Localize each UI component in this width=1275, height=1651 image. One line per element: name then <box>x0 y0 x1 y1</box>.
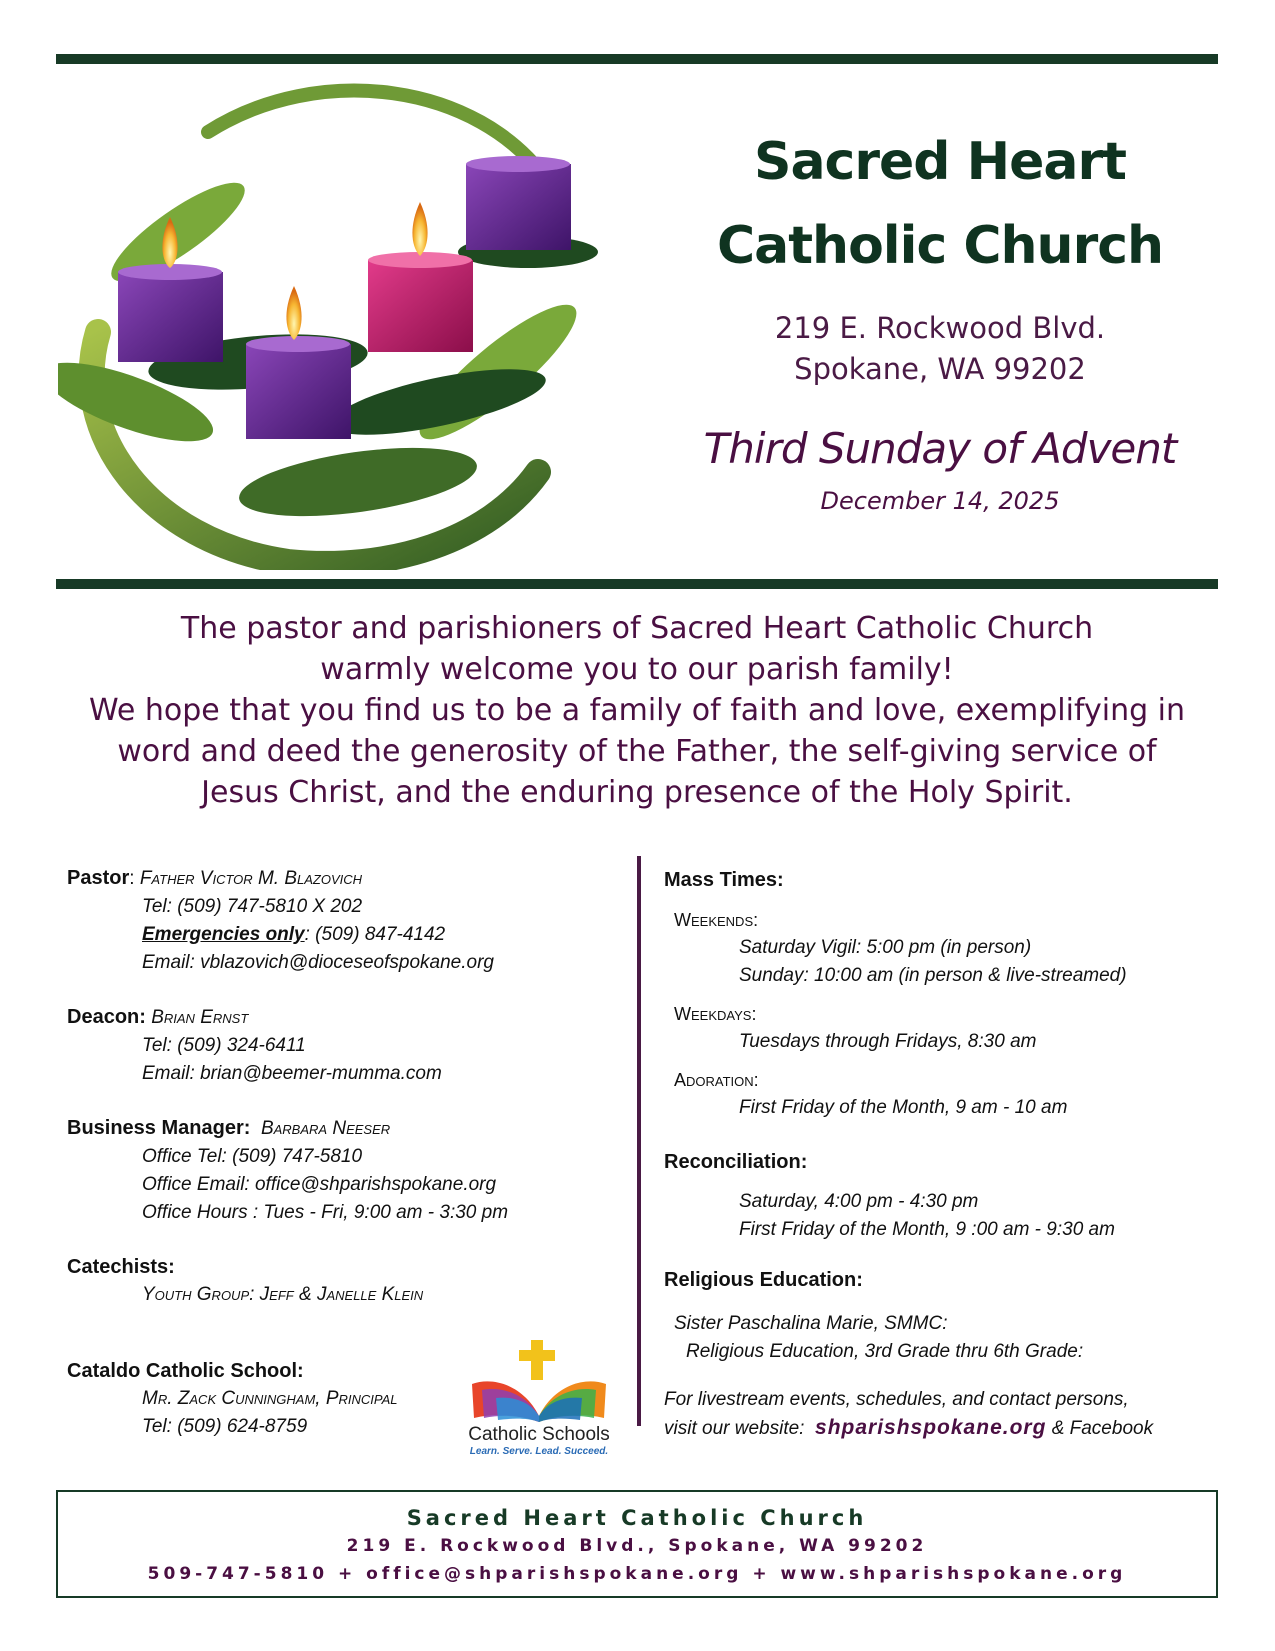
church-address <box>640 308 1240 390</box>
saturday-vigil: Saturday Vigil: 5:00 pm (in person) <box>739 937 1032 958</box>
schedule-column <box>664 866 1224 1443</box>
footer-box <box>56 1490 1218 1598</box>
address-line2: Spokane, WA 99202 <box>794 352 1086 386</box>
pastor-label: Pastor <box>67 867 130 889</box>
religious-ed-grades: Religious Education, 3rd Grade thru 6th Grade: <box>686 1341 1084 1362</box>
pastor-emergency <box>67 921 627 949</box>
livestream-line2 <box>664 1414 1224 1443</box>
footer-contact: 509-747-5810 + office@shparishspokane.org + www.shparishspokane.org <box>147 1564 1127 1584</box>
deacon-section <box>67 1003 627 1088</box>
business-manager-label: Business Manager: <box>67 1117 251 1139</box>
address-line1: 219 E. Rockwood Blvd. <box>774 311 1106 345</box>
column-divider <box>637 856 641 1426</box>
reconciliation-saturday: Saturday, 4:00 pm - 4:30 pm <box>739 1191 979 1212</box>
religious-education-label: Religious Education: <box>664 1269 863 1291</box>
deacon-tel: Tel: (509) 324-6411 <box>142 1035 306 1056</box>
welcome-line4: word and deed the generosity of the Father, the self-giving service of <box>117 734 1157 769</box>
livestream-suffix: & Facebook <box>1051 1418 1154 1439</box>
reconciliation-label: Reconciliation: <box>664 1151 808 1173</box>
weekends-label: Weekends: <box>674 910 759 930</box>
livestream-prefix: visit our website: <box>664 1418 805 1439</box>
welcome-line1: The pastor and parishioners of Sacred Heart Catholic Church <box>180 611 1094 646</box>
school-tel: Tel: (509) 624-8759 <box>142 1416 308 1437</box>
office-tel: Office Tel: (509) 747-5810 <box>142 1146 363 1167</box>
bulletin-date: December 14, 2025 <box>820 487 1060 515</box>
weekdays-mass: Tuesdays through Fridays, 8:30 am <box>739 1031 1037 1052</box>
business-manager-section <box>67 1114 627 1227</box>
office-hours: Office Hours : Tues - Fri, 9:00 am - 3:30 pm <box>142 1202 509 1223</box>
deacon-email: Email: brian@beemer-mumma.com <box>142 1063 442 1084</box>
office-email: Office Email: office@shparishspokane.org <box>142 1174 497 1195</box>
footer-address: 219 E. Rockwood Blvd., Spokane, WA 99202 <box>346 1536 928 1556</box>
adoration-label: Adoration: <box>674 1070 759 1090</box>
welcome-message <box>56 608 1218 813</box>
religious-ed-sister: Sister Paschalina Marie, SMMC: <box>674 1313 948 1334</box>
deacon-name: Brian Ernst <box>151 1007 249 1028</box>
pastor-name: Father Victor M. Blazovich <box>139 868 363 889</box>
logo-text <box>464 1424 614 1457</box>
website-link[interactable]: shparishspokane.org <box>815 1416 1047 1439</box>
livestream-line1: For livestream events, schedules, and contact persons, <box>664 1389 1129 1410</box>
school-label: Cataldo Catholic School: <box>67 1360 304 1382</box>
welcome-line2: warmly welcome you to our parish family! <box>320 652 954 687</box>
pastor-tel: Tel: (509) 747-5810 X 202 <box>142 896 363 917</box>
weekdays-label: Weekdays: <box>674 1004 757 1024</box>
logo-tagline: Learn. Serve. Lead. Succeed. <box>469 1446 609 1457</box>
catechists-label: Catechists: <box>67 1256 175 1278</box>
sunday-mass: Sunday: 10:00 am (in person & live-streamed) <box>739 965 1127 986</box>
welcome-line5: Jesus Christ, and the enduring presence of the Holy Spirit. <box>201 775 1073 810</box>
header-block <box>640 120 1240 515</box>
pastor-email: Email: vblazovich@dioceseofspokane.org <box>142 952 494 973</box>
occasion-title: Third Sunday of Advent <box>703 424 1177 473</box>
middle-rule <box>56 579 1218 589</box>
welcome-line3: We hope that you find us to be a family of faith and love, exemplifying in <box>88 693 1186 728</box>
church-title-line1: Sacred Heart <box>754 132 1126 192</box>
emergency-value: : (509) 847-4142 <box>304 924 446 945</box>
footer-church-name: Sacred Heart Catholic Church <box>406 1506 868 1530</box>
church-title-line2: Catholic Church <box>716 216 1164 276</box>
deacon-label: Deacon: <box>67 1006 146 1028</box>
catechists-section <box>67 1253 627 1309</box>
top-rule <box>56 54 1218 64</box>
adoration-time: First Friday of the Month, 9 am - 10 am <box>739 1097 1068 1118</box>
reconciliation-friday: First Friday of the Month, 9 :00 am - 9:30 am <box>739 1219 1115 1240</box>
mass-times-label: Mass Times: <box>664 869 784 891</box>
advent-wreath-image <box>58 72 618 570</box>
emergency-label: Emergencies only <box>142 924 305 945</box>
logo-title: Catholic Schools <box>468 1424 610 1445</box>
youth-group: Youth Group: Jeff & Janelle Klein <box>142 1284 424 1305</box>
school-principal: Mr. Zack Cunningham, Principal <box>142 1388 398 1409</box>
pastor-section: Pastor: Father Victor M. Blazovich Tel: (509) 747-5810 X 202 Emergencies only: (509) 847-4142 Email: vblazovich@dioceseofspokane.org <box>67 864 627 977</box>
business-manager-name: Barbara Neeser <box>260 1118 391 1139</box>
